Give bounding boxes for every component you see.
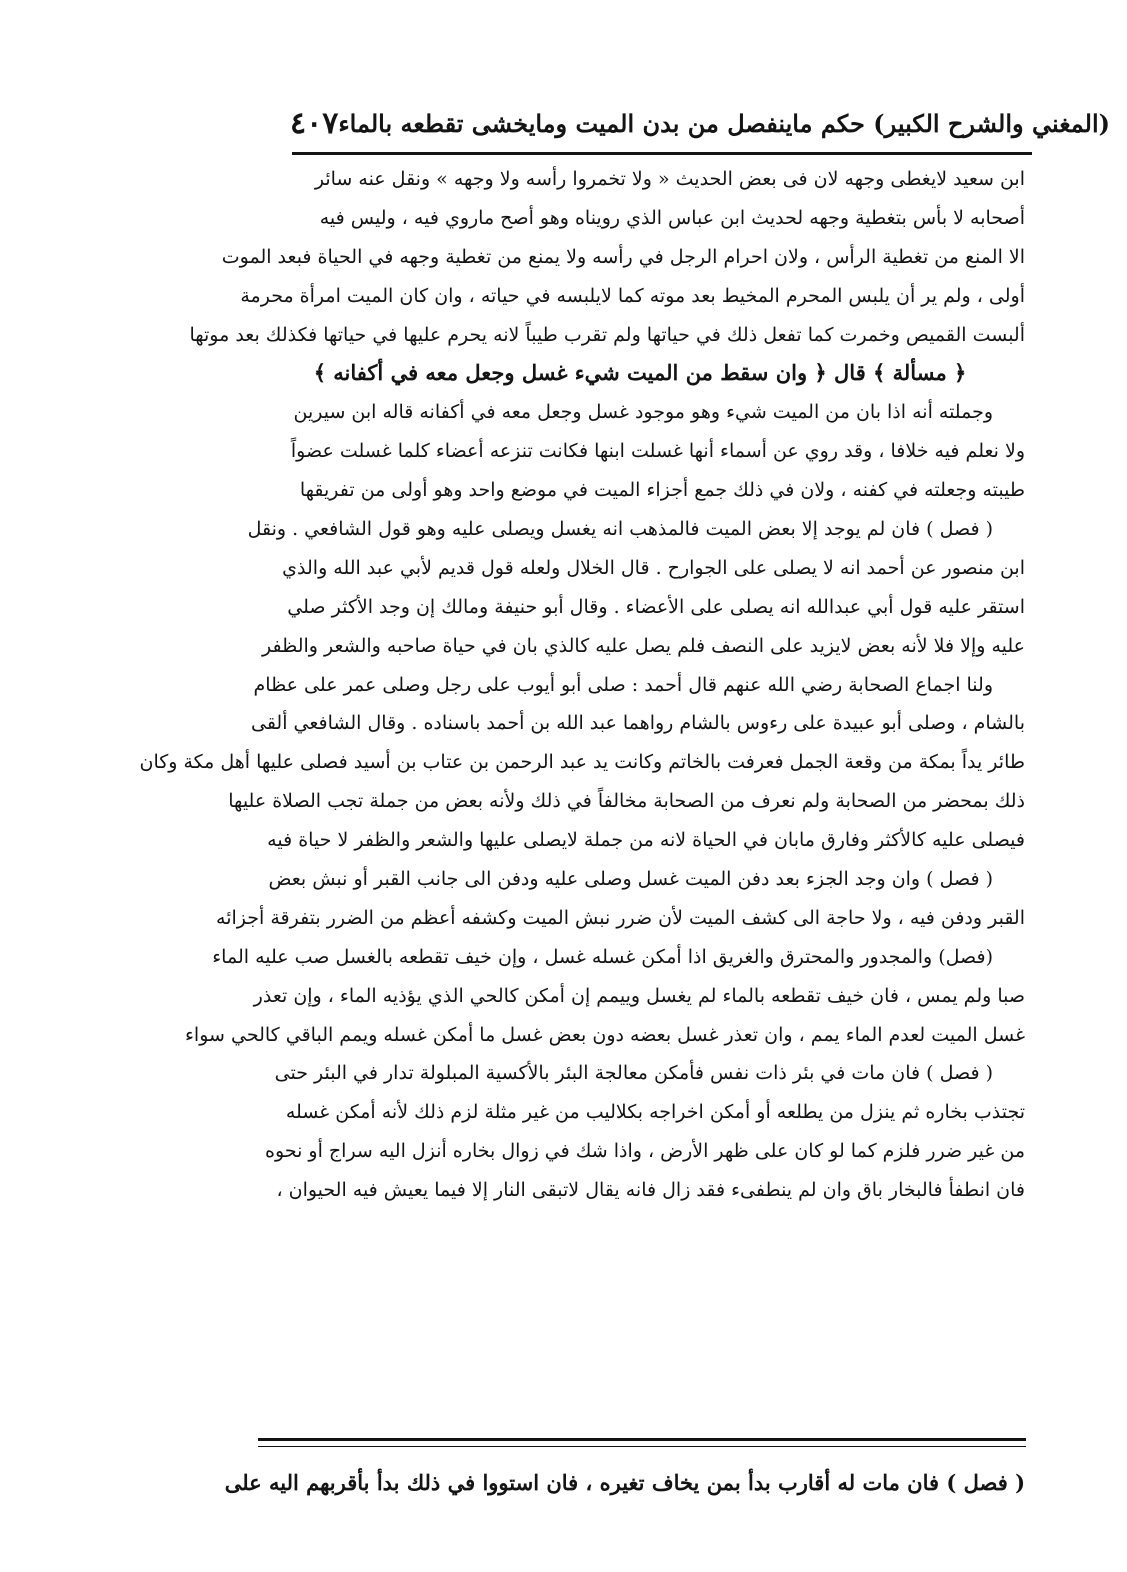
text-line: ( فصل ) فان لم يوجد إلا بعض الميت فالمذهب انه يغسل ويصلى عليه وهو قول الشافعي . ونقل bbox=[247, 518, 993, 541]
text-line: ابن منصور عن أحمد انه لا يصلى على الجوارح . قال الخلال ولعله قول قديم لأبي عبد الله والذي bbox=[282, 556, 1025, 579]
text-line: أولى ، ولم ير أن يلبس المحرم المخيط بعد موته كما لايلبسه في حياته ، وان كان الميت امرأة محرمة bbox=[240, 284, 1025, 307]
divider-rule bbox=[258, 1438, 1026, 1441]
text-line: ذلك بمحضر من الصحابة ولم نعرف من الصحابة مخالفاً في ذلك ولأنه بعض من جملة تجب الصلاة عليها bbox=[228, 790, 1025, 813]
issue-heading: ﴿ مسألة ﴾ قال ﴿ وان سقط من الميت شيء غسل وجعل معه في أكفانه ﴾ bbox=[313, 360, 967, 386]
page-number: ٤٠٧ bbox=[290, 105, 339, 141]
lower-section-text: ( فصل ) فان مات له أقارب بدأ بمن يخاف تغيره ، فان استووا في ذلك بدأ بأقربهم اليه على bbox=[224, 1470, 1025, 1495]
text-line: فان انطفأ فالبخار باق وان لم ينطفىء فقد زال فانه يقال لاتبقى النار إلا فيما يعيش فيه الحيوان ، bbox=[276, 1179, 1025, 1202]
text-line: بالشام ، وصلى أبو عبيدة على رءوس بالشام رواهما عبد الله بن أحمد باسناده . وقال الشافعي ألقى bbox=[250, 712, 1025, 735]
text-line: وجملته أنه اذا بان من الميت شيء وهو موجود غسل وجعل معه في أكفانه قاله ابن سيرين bbox=[293, 401, 993, 424]
divider-rule-thin bbox=[258, 1446, 1026, 1447]
text-line: (فصل) والمجدور والمحترق والغريق اذا أمكن غسله غسل ، وإن خيف تقطعه بالغسل صب عليه الماء bbox=[212, 945, 993, 968]
text-line: طائر يداً بمكة من وقعة الجمل فعرفت بالخاتم وكانت يد عبد الرحمن بن عتاب بن أسيد فصلى عليها أهل مكة وكان bbox=[139, 751, 1025, 774]
text-line: صبا ولم يمس ، فان خيف تقطعه بالماء لم يغسل وييمم إن أمكن كالحي الذي يؤذيه الماء ، وإن تعذر bbox=[253, 984, 1025, 1007]
text-line: غسل الميت لعدم الماء يمم ، وان تعذر غسل بعضه دون بعض غسل ما أمكن غسله ويمم الباقي كالحي سواء bbox=[185, 1023, 1025, 1046]
running-title: (المغني والشرح الكبير) حكم ماينفصل من بدن الميت ومايخشى تقطعه بالماء bbox=[338, 108, 1111, 138]
text-line: تجتذب بخاره ثم ينزل من يطلعه أو أمكن اخراجه بكلاليب من غير مثلة لزم ذلك لأنه أمكن غسله bbox=[285, 1101, 1025, 1124]
text-line: الا المنع من تغطية الرأس ، ولان احرام الرجل في رأسه ولا يمنع من تغطية وجهه في الحياة فبعد الموت bbox=[221, 245, 1025, 268]
text-line: ولنا اجماع الصحابة رضي الله عنهم قال أحمد : صلى أبو أيوب على رجل وصلى عمر على عظام bbox=[253, 673, 993, 696]
text-line: عليه وإلا فلا لأنه بعض لايزيد على النصف فلم يصل عليه كالذي بان في حياة صاحبه والشعر والظفر bbox=[262, 634, 1025, 657]
text-line: استقر عليه قول أبي عبدالله انه يصلى على الأعضاء . وقال أبو حنيفة ومالك إن وجد الأكثر صلي bbox=[287, 595, 1025, 618]
text-line: طيبته وجعلته في كفنه ، ولان في ذلك جمع أجزاء الميت في موضع واحد وهو أولى من تفريقها bbox=[299, 479, 1025, 502]
page-header bbox=[262, 98, 1111, 148]
text-line: فيصلى عليه كالأكثر وفارق مابان في الحياة لانه من جملة لايصلى عليها والشعر والظفر لا حياة فيه bbox=[267, 829, 1025, 852]
text-line: القبر ودفن فيه ، ولا حاجة الى كشف الميت لأن ضرر نبش الميت وكشفه أعظم من الضرر بتفرقة أجزائه bbox=[216, 906, 1025, 929]
text-line: ألبست القميص وخمرت كما تفعل ذلك في حياتها ولم تقرب طيباً لانه يحرم عليها في حياتها فكذلك بعد موتها bbox=[189, 323, 1025, 346]
text-line: ولا نعلم فيه خلافا ، وقد روي عن أسماء أنها غسلت ابنها فكانت تنزعه أعضاء كلما غسلت عضواً bbox=[290, 440, 1025, 463]
header-rule bbox=[292, 152, 1032, 155]
text-line: ( فصل ) وان وجد الجزء بعد دفن الميت غسل وصلى عليه ودفن الى جانب القبر أو نبش بعض bbox=[268, 868, 993, 891]
main-text bbox=[139, 160, 1025, 1210]
text-line: أصحابه لا بأس بتغطية وجهه لحديث ابن عباس الذي رويناه وهو أصح ماروي فيه ، وليس فيه bbox=[319, 206, 1025, 229]
text-line: ابن سعيد لايغطى وجهه لان فى بعض الحديث « ولا تخمروا رأسه ولا وجهه » ونقل عنه سائر bbox=[314, 168, 1025, 190]
text-line: ( فصل ) فان مات في بئر ذات نفس فأمكن معالجة البئر بالأكسية المبلولة تدار في البئر حتى bbox=[274, 1062, 993, 1085]
text-line: من غير ضرر فلزم كما لو كان على ظهر الأرض ، واذا شك في زوال بخاره أنزل اليه سراج أو نحوه bbox=[265, 1140, 1025, 1163]
